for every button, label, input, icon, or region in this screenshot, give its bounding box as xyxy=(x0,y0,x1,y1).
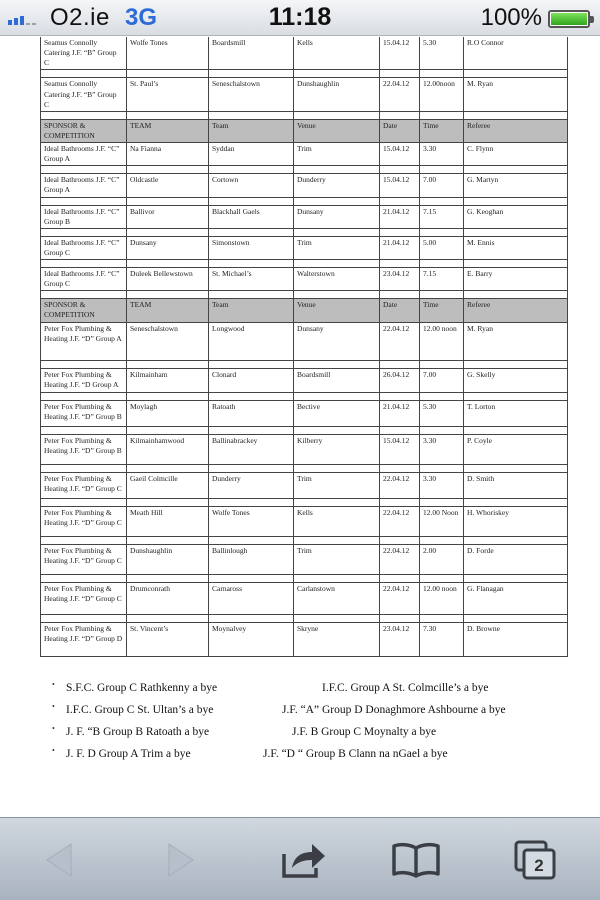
cell-date: 21.04.12 xyxy=(380,236,420,259)
table-spacer-row xyxy=(41,536,568,544)
cell-team: Meath Hill xyxy=(127,506,209,536)
cell-time: 7.15 xyxy=(420,205,464,228)
cell-time: 2.00 xyxy=(420,544,464,574)
cell-venue: Trim xyxy=(294,143,380,166)
table-spacer-row xyxy=(41,260,568,268)
document-viewport[interactable]: Seamus Connolly Catering J.F. “B” Group C Wolfe Tones Boardsmill Kells 15.04.12 5.30 R.O Connor Seamus Connolly Catering J.F. “B” Group C St. Paul’s Seneschalstown Dunshaughlin 22.04.12 12.00noon M. Ryan SPONSOR & COMPETITION TEAM Team Venue Date Time Referee Ideal Bathrooms J.F. “C” Group A Na Fianna Syddan Trim 15.04.12 3.30 C. Flynn Ideal Bathrooms J.F. “C” Group A Oldcastle Cortown Dunderry 15.04.12 7.00 G. Martyn Ideal Bathrooms J.F. “C” Group B Ballivor Blackhall Gaels Dunsany 21.04.12 7.15 G. Keoghan Ideal Bathrooms J.F. “C” Group C Dunsany Simonstown Trim 21.04.12 5.00 M. Ennis Ideal Bathrooms J.F. “C” Group C Duleek Bellewstown St. Michael’s Walterstown 23.04.12 7.15 E. Barry SPONSOR & COMPETITION TEAM Team Venue Date Time Referee Peter Fox Plumbing & Heating J.F. “D” Group A Seneschalstown Longwood Dunsany 22.04.12 12.00 noon M. Ryan Peter Fox Plumbing & Heating J.F. “D Group A Kilmainham Clonard Boardsmill 26.04.12 7.00 G. Skelly Peter Fox Plumbing & Heating J.F. “D” Group B Moylagh Ratoath Bective 21.04.12 5.30 T. Lorton Peter Fox Plumbing & Heating J.F. “D” Group B Kilmainhamwood Ballinabrackey Kilberry 15.04.12 3.30 P. Coyle Peter Fox Plumbing & Heating J.F. “D” Group C Gaeil Colmcille Dunderry Trim 22.04.12 3.30 D. Smith Peter Fox Plumbing & Heating J.F. “D” Group C Meath Hill Wolfe Tones Kells 22.04.12 12.00 Noon H. Whoriskey Peter Fox Plumbing & Heating J.F. “D” Group C Dunshaughlin Ballinlough Trim 22.04.12 2.00 D. Forde Peter Fox Plumbing & Heating J.F. “D” Group C Drumconrath Carnaross Carlanstown 22.04.12 12.00 noon G. Flanagan Peter Fox Plumbing & Heating J.F. “D” Group D St. Vincent’s Moynalvey Skryne 23.04.12 7.30 D. Browne • S.F.C. Group C Rathkenny a bye I.F.C. Group A St. Colmcille’s a bye • I.F.C. Group C St. Ultan’s a bye J.F. “A” Group D Donaghmore Ashbourne a bye • J. F. “B Group B Ratoath a bye J.F. B Group C Moynalty a bye • J. F. D Group A Trim a bye J.F. “D “ Group B Clann na nGael a bye xyxy=(0,37,600,817)
column-header: SPONSOR & COMPETITION xyxy=(41,119,127,142)
cell-opponent: Wolfe Tones xyxy=(209,506,294,536)
cell-venue: Dunderry xyxy=(294,174,380,197)
column-header: SPONSOR & COMPETITION xyxy=(41,299,127,322)
table-row xyxy=(41,622,568,656)
cell-date: 23.04.12 xyxy=(380,268,420,291)
table-header-row xyxy=(41,299,568,322)
cell-team: Dunshaughlin xyxy=(127,544,209,574)
table-row xyxy=(41,434,568,464)
column-header: Referee xyxy=(464,299,568,322)
cell-referee: M. Ryan xyxy=(464,78,568,111)
cell-referee: G. Keoghan xyxy=(464,205,568,228)
cell-date: 22.04.12 xyxy=(380,506,420,536)
cell-competition: Seamus Connolly Catering J.F. “B” Group C xyxy=(41,78,127,111)
cell-venue: Kells xyxy=(294,37,380,70)
carrier-name: O2.ie xyxy=(50,4,110,31)
cell-team: St. Paul’s xyxy=(127,78,209,111)
cell-time: 7.30 xyxy=(420,622,464,656)
column-header: Time xyxy=(420,119,464,142)
cell-competition: Peter Fox Plumbing & Heating J.F. “D” Group B xyxy=(41,400,127,426)
cell-date: 23.04.12 xyxy=(380,622,420,656)
cell-team: Moylagh xyxy=(127,400,209,426)
table-row xyxy=(41,506,568,536)
cell-team: Duleek Bellewstown xyxy=(127,268,209,291)
table-spacer-row xyxy=(41,614,568,622)
table-row xyxy=(41,400,568,426)
cell-opponent: Carnaross xyxy=(209,582,294,614)
cell-time: 5.30 xyxy=(420,37,464,70)
battery-percent: 100% xyxy=(480,4,542,31)
cell-venue: Kells xyxy=(294,506,380,536)
battery-icon xyxy=(548,10,590,28)
column-header: Date xyxy=(380,299,420,322)
cell-competition: Peter Fox Plumbing & Heating J.F. “D” Group C xyxy=(41,544,127,574)
cell-referee: G. Skelly xyxy=(464,368,568,392)
cell-time: 5.30 xyxy=(420,400,464,426)
cell-venue: Trim xyxy=(294,472,380,498)
column-header: Date xyxy=(380,119,420,142)
cell-venue: Kilberry xyxy=(294,434,380,464)
cell-referee: H. Whoriskey xyxy=(464,506,568,536)
column-header: Team xyxy=(209,119,294,142)
column-header: Referee xyxy=(464,119,568,142)
cell-referee: M. Ennis xyxy=(464,236,568,259)
table-spacer-row xyxy=(41,426,568,434)
cell-opponent: Longwood xyxy=(209,322,294,360)
cell-date: 15.04.12 xyxy=(380,143,420,166)
table-spacer-row xyxy=(41,166,568,174)
table-row xyxy=(41,582,568,614)
cell-team: Kilmainham xyxy=(127,368,209,392)
column-header: TEAM xyxy=(127,299,209,322)
cell-date: 22.04.12 xyxy=(380,582,420,614)
cell-competition: Peter Fox Plumbing & Heating J.F. “D” Group C xyxy=(41,506,127,536)
book-icon xyxy=(391,842,441,878)
cell-opponent: Ratoath xyxy=(209,400,294,426)
cell-time: 3.30 xyxy=(420,143,464,166)
cell-venue: Trim xyxy=(294,544,380,574)
cell-date: 21.04.12 xyxy=(380,400,420,426)
cell-referee: D. Smith xyxy=(464,472,568,498)
back-button[interactable] xyxy=(32,836,88,884)
table-spacer-row xyxy=(41,291,568,299)
table-header-row xyxy=(41,119,568,142)
cell-team: Gaeil Colmcille xyxy=(127,472,209,498)
cell-competition: Peter Fox Plumbing & Heating J.F. “D” Group A xyxy=(41,322,127,360)
cell-time: 7.00 xyxy=(420,174,464,197)
table-spacer-row xyxy=(41,228,568,236)
cell-venue: Dunshaughlin xyxy=(294,78,380,111)
cell-time: 12.00 noon xyxy=(420,582,464,614)
bye-item: J.F. “A” Group D Donaghmore Ashbourne a bye xyxy=(282,704,506,716)
table-row xyxy=(41,236,568,259)
cell-team: St. Vincent’s xyxy=(127,622,209,656)
cell-date: 15.04.12 xyxy=(380,174,420,197)
cell-referee: C. Flynn xyxy=(464,143,568,166)
network-type: 3G xyxy=(125,4,158,31)
table-spacer-row xyxy=(41,197,568,205)
forward-button[interactable] xyxy=(152,836,208,884)
cell-venue: Trim xyxy=(294,236,380,259)
cell-referee: G. Martyn xyxy=(464,174,568,197)
cell-competition: Peter Fox Plumbing & Heating J.F. “D” Group C xyxy=(41,472,127,498)
column-header: TEAM xyxy=(127,119,209,142)
cell-time: 12.00noon xyxy=(420,78,464,111)
table-row xyxy=(41,37,568,70)
cell-date: 22.04.12 xyxy=(380,472,420,498)
table-spacer-row xyxy=(41,111,568,119)
back-arrow-icon xyxy=(43,842,77,878)
cell-competition: Seamus Connolly Catering J.F. “B” Group C xyxy=(41,37,127,70)
cell-venue: Boardsmill xyxy=(294,368,380,392)
cell-opponent: Clonard xyxy=(209,368,294,392)
cell-opponent: Moynalvey xyxy=(209,622,294,656)
bye-item: I.F.C. Group A St. Colmcille’s a bye xyxy=(322,682,489,694)
cell-referee: D. Browne xyxy=(464,622,568,656)
cell-venue: Carlanstown xyxy=(294,582,380,614)
cell-opponent: Cortown xyxy=(209,174,294,197)
table-row xyxy=(41,472,568,498)
table-spacer-row xyxy=(41,464,568,472)
fixtures-table xyxy=(40,37,568,657)
cell-time: 12.00 Noon xyxy=(420,506,464,536)
cell-competition: Ideal Bathrooms J.F. “C” Group C xyxy=(41,268,127,291)
column-header: Team xyxy=(209,299,294,322)
table-row xyxy=(41,544,568,574)
cell-team: Seneschalstown xyxy=(127,322,209,360)
cell-team: Drumconrath xyxy=(127,582,209,614)
cell-referee: R.O Connor xyxy=(464,37,568,70)
table-row xyxy=(41,368,568,392)
cell-competition: Ideal Bathrooms J.F. “C” Group B xyxy=(41,205,127,228)
cell-time: 7.00 xyxy=(420,368,464,392)
tabs-icon xyxy=(512,838,560,882)
cell-referee: P. Coyle xyxy=(464,434,568,464)
cell-competition: Peter Fox Plumbing & Heating J.F. “D” Group D xyxy=(41,622,127,656)
cell-opponent: Seneschalstown xyxy=(209,78,294,111)
cell-opponent: Ballinlough xyxy=(209,544,294,574)
cell-opponent: Blackhall Gaels xyxy=(209,205,294,228)
cell-time: 3.30 xyxy=(420,434,464,464)
cell-competition: Peter Fox Plumbing & Heating J.F. “D” Group C xyxy=(41,582,127,614)
cell-team: Dunsany xyxy=(127,236,209,259)
cell-referee: G. Flanagan xyxy=(464,582,568,614)
table-spacer-row xyxy=(41,392,568,400)
table-spacer-row xyxy=(41,70,568,78)
cell-venue: Bective xyxy=(294,400,380,426)
cell-opponent: St. Michael’s xyxy=(209,268,294,291)
cell-team: Oldcastle xyxy=(127,174,209,197)
cell-competition: Peter Fox Plumbing & Heating J.F. “D” Group B xyxy=(41,434,127,464)
bye-item: J.F. B Group C Moynalty a bye xyxy=(292,726,437,738)
table-spacer-row xyxy=(41,360,568,368)
forward-arrow-icon xyxy=(163,842,197,878)
column-header: Venue xyxy=(294,119,380,142)
status-time: 11:18 xyxy=(268,3,332,31)
cell-date: 15.04.12 xyxy=(380,37,420,70)
table-row xyxy=(41,205,568,228)
cell-date: 15.04.12 xyxy=(380,434,420,464)
table-row xyxy=(41,143,568,166)
cell-date: 22.04.12 xyxy=(380,322,420,360)
cell-opponent: Ballinabrackey xyxy=(209,434,294,464)
cell-opponent: Dunderry xyxy=(209,472,294,498)
cell-venue: Skryne xyxy=(294,622,380,656)
browser-toolbar xyxy=(0,817,600,900)
cell-competition: Ideal Bathrooms J.F. “C” Group C xyxy=(41,236,127,259)
cell-venue: Walterstown xyxy=(294,268,380,291)
column-header: Venue xyxy=(294,299,380,322)
cell-venue: Dunsany xyxy=(294,205,380,228)
cell-referee: D. Forde xyxy=(464,544,568,574)
cell-referee: T. Lorton xyxy=(464,400,568,426)
cell-time: 7.15 xyxy=(420,268,464,291)
table-spacer-row xyxy=(41,498,568,506)
cell-venue: Dunsany xyxy=(294,322,380,360)
tabs-count: 2 xyxy=(534,856,544,875)
cell-opponent: Syddan xyxy=(209,143,294,166)
table-row xyxy=(41,268,568,291)
column-header: Time xyxy=(420,299,464,322)
cell-referee: M. Ryan xyxy=(464,322,568,360)
cell-date: 22.04.12 xyxy=(380,78,420,111)
cell-team: Ballivor xyxy=(127,205,209,228)
cell-referee: E. Barry xyxy=(464,268,568,291)
share-button[interactable] xyxy=(276,836,332,884)
table-row xyxy=(41,322,568,360)
cell-opponent: Boardsmill xyxy=(209,37,294,70)
cell-time: 3.30 xyxy=(420,472,464,498)
table-row xyxy=(41,78,568,111)
status-bar xyxy=(0,0,600,36)
cell-date: 21.04.12 xyxy=(380,205,420,228)
cell-time: 12.00 noon xyxy=(420,322,464,360)
bookmarks-button[interactable] xyxy=(388,836,444,884)
share-icon xyxy=(280,840,328,880)
bye-item: J.F. “D “ Group B Clann na nGael a bye xyxy=(263,748,448,760)
cell-team: Na Fianna xyxy=(127,143,209,166)
table-spacer-row xyxy=(41,574,568,582)
cell-team: Wolfe Tones xyxy=(127,37,209,70)
cell-competition: Ideal Bathrooms J.F. “C” Group A xyxy=(41,174,127,197)
cell-competition: Peter Fox Plumbing & Heating J.F. “D Group A xyxy=(41,368,127,392)
tabs-button[interactable] xyxy=(508,836,564,884)
cell-date: 22.04.12 xyxy=(380,544,420,574)
cell-opponent: Simonstown xyxy=(209,236,294,259)
cell-time: 5.00 xyxy=(420,236,464,259)
cell-competition: Ideal Bathrooms J.F. “C” Group A xyxy=(41,143,127,166)
cell-date: 26.04.12 xyxy=(380,368,420,392)
table-row xyxy=(41,174,568,197)
cell-team: Kilmainhamwood xyxy=(127,434,209,464)
